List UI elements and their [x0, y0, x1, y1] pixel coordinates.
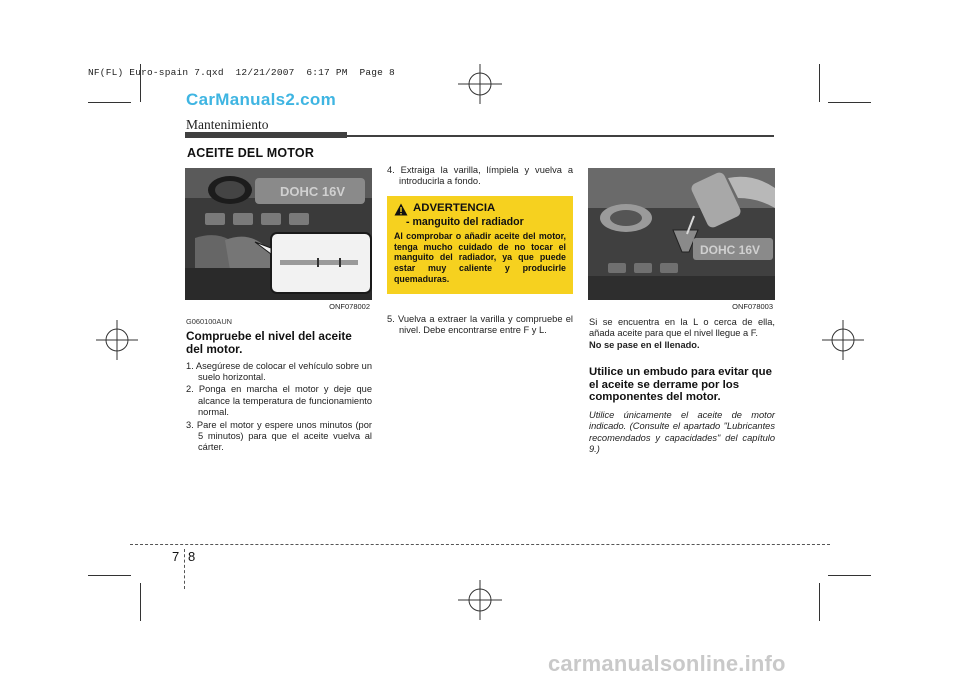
photo-caption-left: ONF078002	[185, 300, 372, 313]
engine-illustration	[185, 168, 372, 300]
level-note: Si se encuentra en la L o cerca de ella, añada aceite para que el nivel llegue a F.	[589, 317, 775, 339]
section-label: Mantenimiento	[186, 117, 269, 132]
column-2	[387, 165, 573, 338]
warning-title: ADVERTENCIA	[413, 201, 496, 214]
svg-text:DOHC 16V: DOHC 16V	[280, 184, 346, 199]
watermark-logo-top[interactable]: CarManuals2.com	[186, 90, 336, 109]
step-5: 5. Vuelva a extraer la varilla y compruebe el nivel. Debe encontrarse entre F y L.	[387, 313, 573, 336]
step-4: 4. Extraiga la varilla, límpiela y vuelva a introducirla a fondo.	[387, 165, 573, 187]
overfill-note: No se pase en el llenado.	[589, 339, 700, 350]
step-2: 2. Ponga en marcha el motor y deje que alcance la temperatura de funcionamiento normal.	[186, 384, 372, 418]
warning-icon	[394, 203, 408, 216]
registration-mark-left	[96, 320, 138, 360]
svg-text:DOHC 16V: DOHC 16V	[700, 243, 761, 257]
chapter-number: 7	[172, 549, 180, 564]
column-3	[589, 317, 775, 456]
warning-subtitle: - manguito del radiador	[406, 215, 524, 228]
subhead-check-oil: Compruebe el nivel del aceite del motor.	[186, 329, 352, 356]
section-code: G060100AUN	[186, 317, 233, 326]
oil-spec-note: Utilice únicamente el aceite de motor indicado. (Consulte el apartado "Lubricantes recomendados y capacidades" del capítulo 9.)	[589, 410, 775, 455]
engine-dipstick-photo	[185, 168, 372, 313]
watermark-bottom[interactable]: carmanualsonline.info	[548, 651, 786, 676]
registration-mark-top	[455, 64, 505, 104]
page-number: 8	[188, 549, 196, 564]
warning-body: Al comprobar o añadir aceite del motor, tenga mucho cuidado de no tocar el manguito del radiador, ya que puede estar muy caliente y producirle quemaduras.	[394, 230, 566, 284]
header-rule	[347, 135, 774, 137]
header-bar	[185, 132, 347, 138]
photo-caption-right: ONF078003	[588, 300, 775, 313]
footer-rule	[130, 544, 830, 545]
warning-box	[387, 196, 573, 294]
print-header: NF(FL) Euro-spain 7.qxd 12/21/2007 6:17 PM Page 8	[88, 67, 395, 78]
step-1: 1. Asegúrese de colocar el vehículo sobre un suelo horizontal.	[186, 360, 372, 382]
oil-funnel-photo	[588, 168, 775, 313]
page-title: ACEITE DEL MOTOR	[187, 146, 315, 160]
subhead-funnel: Utilice un embudo para evitar que el aceite se derrame por los componentes del motor.	[589, 366, 772, 404]
oil-pour-illustration	[588, 168, 775, 300]
registration-mark-bottom	[455, 580, 505, 620]
column-1	[186, 316, 372, 455]
step-3: 3. Pare el motor y espere unos minutos (por 5 minutos) para que el aceite vuelva al cárter.	[186, 419, 372, 453]
page-number-separator	[184, 549, 185, 589]
registration-mark-right	[822, 320, 864, 360]
